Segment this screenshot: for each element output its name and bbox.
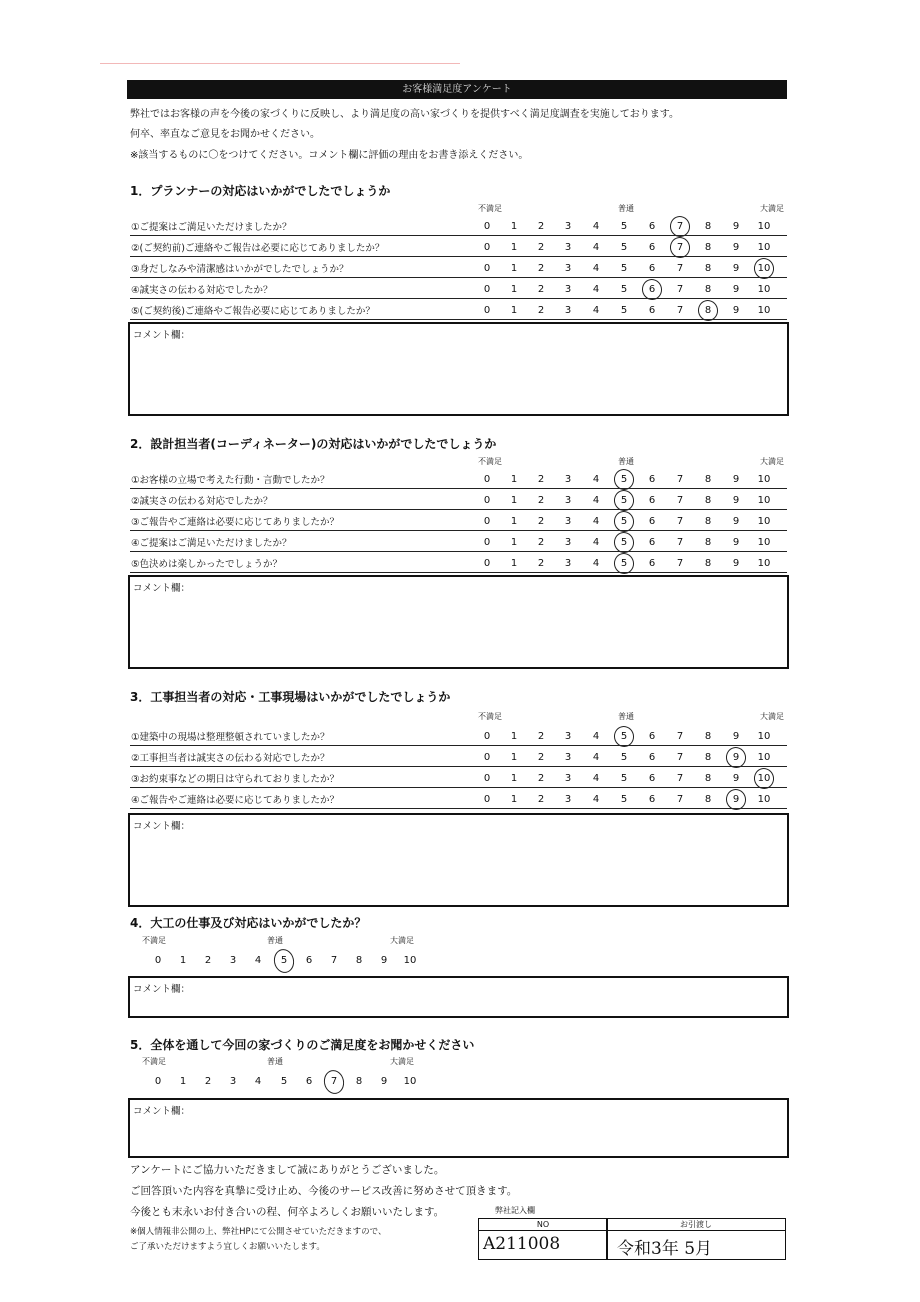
rating-option[interactable]: 2 [537, 537, 545, 548]
question-row [130, 215, 787, 236]
rating-option[interactable]: 1 [510, 495, 518, 506]
rating-option[interactable]: 6 [648, 221, 656, 232]
rating-option[interactable]: 7 [676, 537, 684, 548]
question-text: ⑤(ご契約後)ご連絡やご報告必要に応じてありましたか？ [131, 306, 375, 317]
rating-option[interactable]: 8 [704, 537, 712, 548]
rating-option[interactable]: 0 [483, 263, 491, 274]
rating-option[interactable]: 6 [648, 537, 656, 548]
rating-option[interactable]: 4 [592, 773, 600, 784]
rating-option[interactable]: 1 [179, 1076, 187, 1087]
rating-option[interactable]: 5 [620, 731, 628, 742]
question-text: ③お約束事などの期日は守られておりましたか？ [131, 774, 340, 785]
rating-option[interactable]: 4 [592, 221, 600, 232]
rating-option[interactable]: 4 [592, 537, 600, 548]
rating-option[interactable]: 9 [380, 1076, 388, 1087]
closing-line-3: 今後とも末永いお付き合いの程、何卒よろしくお願いいたします。 [130, 1206, 445, 1218]
rating-option[interactable]: 7 [676, 495, 684, 506]
rating-option[interactable]: 10 [757, 495, 771, 506]
section-2-title: 2．設計担当者(コーディネーター)の対応はいかがでしたでしょうか [130, 437, 497, 451]
section-4-title: 4．大工の仕事及び対応はいかがでしたか？ [130, 916, 367, 930]
rating-option[interactable]: 0 [483, 558, 491, 569]
question-text: ④ご提案はご満足いただけましたか？ [131, 538, 292, 549]
intro-line-3: ※該当するものに〇をつけてください。コメント欄に評価の理由をお書き添えください。 [130, 150, 529, 161]
rating-option[interactable]: 10 [757, 242, 771, 253]
rating-option[interactable]: 10 [757, 263, 771, 274]
rating-option[interactable]: 8 [704, 474, 712, 485]
question-row [130, 489, 787, 510]
question-row [130, 510, 787, 531]
intro-line-1: 弊社ではお客様の声を今後の家づくりに反映し、より満足度の高い家づくりを提供すべく満足度調査を実施しております。 [130, 109, 679, 120]
rating-option[interactable]: 8 [704, 495, 712, 506]
rating-option[interactable]: 6 [648, 731, 656, 742]
rating-option[interactable]: 7 [330, 1076, 338, 1087]
rating-option[interactable]: 3 [564, 242, 572, 253]
rating-option[interactable]: 8 [704, 221, 712, 232]
rating-option[interactable]: 2 [537, 474, 545, 485]
section-5-title: 5．全体を通して今回の家づくりのご満足度をお聞かせください [130, 1038, 475, 1052]
rating-option[interactable]: 2 [537, 495, 545, 506]
rating-option[interactable]: 1 [179, 955, 187, 966]
rating-option[interactable]: 5 [620, 537, 628, 548]
scale-high-label: 大満足 [390, 936, 414, 945]
comment-box-5[interactable] [128, 1098, 789, 1158]
rating-option[interactable]: 9 [732, 474, 740, 485]
rating-option[interactable]: 7 [676, 242, 684, 253]
rating-option[interactable]: 9 [732, 731, 740, 742]
rating-option[interactable]: 10 [757, 731, 771, 742]
rating-option[interactable]: 1 [510, 752, 518, 763]
comment-label: コメント欄： [133, 984, 191, 995]
question-text: ②誠実さの伝わる対応でしたか？ [131, 496, 273, 507]
rating-option[interactable]: 1 [510, 516, 518, 527]
no-value: A211008 [483, 1234, 561, 1254]
intro-line-2: 何卒、率直なご意見をお聞かせください。 [130, 129, 320, 140]
comment-box-2[interactable] [128, 575, 789, 669]
scale-mid-label: 普通 [618, 712, 634, 721]
rating-option[interactable]: 2 [537, 305, 545, 316]
question-text: ①ご提案はご満足いただけましたか？ [131, 222, 292, 233]
rating-option[interactable]: 7 [676, 305, 684, 316]
question-text: ③身だしなみや清潔感はいかがでしたでしょうか？ [131, 264, 349, 275]
rating-option[interactable]: 10 [757, 752, 771, 763]
rating-option[interactable]: 5 [620, 221, 628, 232]
scale-mid-label: 普通 [618, 204, 634, 213]
scale-low-label: 不満足 [142, 936, 166, 945]
rating-option[interactable]: 2 [204, 955, 212, 966]
rating-option[interactable]: 8 [704, 752, 712, 763]
rating-option[interactable]: 0 [483, 474, 491, 485]
rating-option[interactable]: 10 [403, 1076, 417, 1087]
rating-option[interactable]: 9 [732, 794, 740, 805]
closing-line-2: ご回答頂いた内容を真摯に受け止め、今後のサービス改善に努めさせて頂きます。 [130, 1185, 518, 1197]
rating-option[interactable]: 2 [537, 242, 545, 253]
rating-option[interactable]: 0 [483, 794, 491, 805]
rating-option[interactable]: 5 [620, 495, 628, 506]
rating-option[interactable]: 1 [510, 305, 518, 316]
question-text: ⑤色決めは楽しかったでしょうか？ [131, 559, 283, 570]
rating-option[interactable]: 8 [704, 731, 712, 742]
rating-option[interactable]: 6 [648, 305, 656, 316]
rating-option[interactable]: 7 [676, 221, 684, 232]
office-use-table [478, 1218, 788, 1260]
rating-option[interactable]: 8 [704, 558, 712, 569]
rating-option[interactable]: 0 [483, 305, 491, 316]
rating-option[interactable]: 3 [564, 516, 572, 527]
rating-option[interactable]: 1 [510, 731, 518, 742]
rating-option[interactable]: 4 [592, 731, 600, 742]
rating-option[interactable]: 6 [648, 242, 656, 253]
rating-option[interactable]: 3 [564, 773, 572, 784]
rating-option[interactable]: 3 [564, 284, 572, 295]
rating-option[interactable]: 10 [757, 305, 771, 316]
rating-option[interactable]: 4 [592, 474, 600, 485]
question-text: ④ご報告やご連絡は必要に応じてありましたか？ [131, 795, 340, 806]
rating-option[interactable]: 1 [510, 773, 518, 784]
rating-option[interactable]: 0 [483, 284, 491, 295]
question-text: ②(ご契約前)ご連絡やご報告は必要に応じてありましたか？ [131, 243, 385, 254]
question-row [130, 788, 787, 809]
question-row [130, 767, 787, 788]
rating-option[interactable]: 3 [564, 263, 572, 274]
rating-option[interactable]: 4 [592, 263, 600, 274]
rating-option[interactable]: 4 [592, 558, 600, 569]
comment-box-1[interactable] [128, 322, 789, 416]
scale-low-label: 不満足 [478, 457, 502, 466]
comment-label: コメント欄： [133, 330, 191, 341]
selected-answer-circle [724, 787, 748, 812]
rating-option[interactable]: 4 [592, 284, 600, 295]
rating-option[interactable]: 8 [704, 263, 712, 274]
rating-option[interactable]: 1 [510, 474, 518, 485]
question-text: ④誠実さの伝わる対応でしたか？ [131, 285, 273, 296]
rating-option[interactable]: 0 [483, 752, 491, 763]
rating-option[interactable]: 8 [355, 955, 363, 966]
scale-low-label: 不満足 [478, 712, 502, 721]
rating-option[interactable]: 7 [676, 794, 684, 805]
rating-option[interactable]: 6 [305, 955, 313, 966]
scale-mid-label: 普通 [618, 457, 634, 466]
rating-option[interactable]: 9 [732, 773, 740, 784]
rating-option[interactable]: 0 [154, 955, 162, 966]
rating-option[interactable]: 2 [537, 558, 545, 569]
rating-option[interactable]: 7 [676, 284, 684, 295]
scale-low-label: 不満足 [142, 1057, 166, 1066]
scan-mark [100, 63, 460, 64]
rating-option[interactable]: 4 [592, 794, 600, 805]
rating-option[interactable]: 6 [648, 474, 656, 485]
no-value-cell [478, 1230, 608, 1260]
rating-option[interactable]: 9 [732, 284, 740, 295]
rating-option[interactable]: 1 [510, 263, 518, 274]
question-row [130, 468, 787, 489]
comment-label: コメント欄： [133, 1106, 191, 1117]
rating-option[interactable]: 9 [380, 955, 388, 966]
rating-option[interactable]: 6 [648, 558, 656, 569]
question-text: ①お客様の立場で考えた行動・言動でしたか？ [131, 475, 330, 486]
office-use-label: 弊社記入欄 [495, 1206, 535, 1215]
rating-option[interactable]: 2 [204, 1076, 212, 1087]
rating-option[interactable]: 0 [483, 537, 491, 548]
rating-option[interactable]: 7 [676, 773, 684, 784]
rating-option[interactable]: 2 [537, 794, 545, 805]
rating-option[interactable]: 1 [510, 284, 518, 295]
scale-high-label: 大満足 [760, 457, 784, 466]
rating-option[interactable]: 0 [483, 516, 491, 527]
rating-option[interactable]: 8 [355, 1076, 363, 1087]
rating-option[interactable]: 8 [704, 516, 712, 527]
comment-label: コメント欄： [133, 583, 191, 594]
rating-option[interactable]: 10 [757, 558, 771, 569]
handover-date-cell [606, 1230, 786, 1260]
rating-option[interactable]: 10 [757, 221, 771, 232]
rating-option[interactable]: 7 [676, 752, 684, 763]
rating-option[interactable]: 1 [510, 794, 518, 805]
no-header: NO [478, 1218, 608, 1231]
rating-option[interactable]: 5 [620, 242, 628, 253]
rating-option[interactable]: 2 [537, 773, 545, 784]
rating-option[interactable]: 4 [592, 516, 600, 527]
page-title: お客様満足度アンケート [127, 80, 787, 99]
rating-option[interactable]: 5 [620, 516, 628, 527]
rating-option[interactable]: 9 [732, 242, 740, 253]
rating-option[interactable]: 1 [510, 221, 518, 232]
rating-option[interactable]: 7 [676, 474, 684, 485]
rating-option[interactable]: 3 [564, 731, 572, 742]
rating-option[interactable]: 6 [648, 263, 656, 274]
rating-option[interactable]: 0 [483, 773, 491, 784]
scale-mid-label: 普通 [267, 1057, 283, 1066]
rating-option[interactable]: 5 [620, 263, 628, 274]
rating-option[interactable]: 4 [254, 955, 262, 966]
rating-option[interactable]: 7 [676, 263, 684, 274]
rating-option[interactable]: 8 [704, 773, 712, 784]
rating-option[interactable]: 5 [280, 955, 288, 966]
comment-label: コメント欄： [133, 821, 191, 832]
rating-option[interactable]: 5 [620, 305, 628, 316]
rating-option[interactable]: 3 [564, 558, 572, 569]
rating-option[interactable]: 8 [704, 794, 712, 805]
rating-option[interactable]: 9 [732, 752, 740, 763]
question-row [130, 746, 787, 767]
question-row [130, 278, 787, 299]
rating-option[interactable]: 2 [537, 263, 545, 274]
rating-option[interactable]: 4 [592, 305, 600, 316]
scale-mid-label: 普通 [267, 936, 283, 945]
rating-option[interactable]: 3 [229, 1076, 237, 1087]
rating-option[interactable]: 1 [510, 537, 518, 548]
rating-option[interactable]: 7 [676, 731, 684, 742]
rating-option[interactable]: 9 [732, 263, 740, 274]
question-row [130, 552, 787, 573]
handover-date: 令和3年 5月 [617, 1239, 713, 1259]
scale-high-label: 大満足 [390, 1057, 414, 1066]
rating-option[interactable]: 6 [648, 752, 656, 763]
question-row [130, 236, 787, 257]
rating-option[interactable]: 3 [564, 537, 572, 548]
rating-option[interactable]: 3 [564, 305, 572, 316]
rating-option[interactable]: 8 [704, 284, 712, 295]
rating-option[interactable]: 10 [757, 773, 771, 784]
rating-option[interactable]: 9 [732, 305, 740, 316]
rating-option[interactable]: 0 [154, 1076, 162, 1087]
section-3-title: 3．工事担当者の対応・工事現場はいかがでしたでしょうか [130, 690, 451, 704]
rating-option[interactable]: 2 [537, 516, 545, 527]
rating-option[interactable]: 8 [704, 305, 712, 316]
rating-option[interactable]: 6 [648, 773, 656, 784]
rating-option[interactable]: 10 [757, 794, 771, 805]
rating-option[interactable]: 3 [564, 752, 572, 763]
rating-option[interactable]: 2 [537, 284, 545, 295]
rating-option[interactable]: 5 [280, 1076, 288, 1087]
scale-high-label: 大満足 [760, 712, 784, 721]
rating-option[interactable]: 10 [757, 516, 771, 527]
rating-option[interactable]: 1 [510, 558, 518, 569]
comment-box-4[interactable] [128, 976, 789, 1018]
rating-option[interactable]: 2 [537, 752, 545, 763]
rating-option[interactable]: 5 [620, 773, 628, 784]
selected-answer-circle [612, 551, 636, 576]
rating-option[interactable]: 8 [704, 242, 712, 253]
rating-option[interactable]: 9 [732, 516, 740, 527]
rating-option[interactable]: 3 [564, 474, 572, 485]
rating-option[interactable]: 6 [648, 516, 656, 527]
rating-option[interactable]: 10 [757, 537, 771, 548]
rating-option[interactable]: 2 [537, 221, 545, 232]
rating-option[interactable]: 4 [592, 242, 600, 253]
rating-option[interactable]: 7 [676, 558, 684, 569]
rating-option[interactable]: 6 [648, 495, 656, 506]
rating-option[interactable]: 4 [592, 495, 600, 506]
rating-option[interactable]: 5 [620, 284, 628, 295]
section-1-title: 1．プランナーの対応はいかがでしたでしょうか [130, 184, 391, 198]
question-text: ③ご報告やご連絡は必要に応じてありましたか？ [131, 517, 340, 528]
rating-option[interactable]: 5 [620, 558, 628, 569]
scale-low-label: 不満足 [478, 204, 502, 213]
question-text: ①建築中の現場は整理整頓されていましたか？ [131, 732, 330, 743]
selected-answer-circle [272, 947, 297, 975]
scale-high-label: 大満足 [760, 204, 784, 213]
rating-option[interactable]: 5 [620, 474, 628, 485]
rating-option[interactable]: 9 [732, 558, 740, 569]
rating-option[interactable]: 3 [564, 794, 572, 805]
question-text: ②工事担当者は誠実さの伝わる対応でしたか？ [131, 753, 330, 764]
rating-option[interactable]: 7 [676, 516, 684, 527]
rating-option[interactable]: 7 [330, 955, 338, 966]
rating-option[interactable]: 4 [254, 1076, 262, 1087]
rating-option[interactable]: 3 [229, 955, 237, 966]
rating-option[interactable]: 10 [403, 955, 417, 966]
rating-option[interactable]: 5 [620, 794, 628, 805]
privacy-note-1: ※個人情報非公開の上、弊社HPにて公開させていただきますので、 [130, 1227, 387, 1237]
rating-option[interactable]: 0 [483, 221, 491, 232]
rating-option[interactable]: 3 [564, 495, 572, 506]
closing-line-1: アンケートにご協力いただきまして誠にありがとうございました。 [130, 1164, 445, 1176]
selected-answer-circle [696, 298, 720, 323]
rating-option[interactable]: 5 [620, 752, 628, 763]
comment-box-3[interactable] [128, 813, 789, 907]
rating-option[interactable]: 10 [757, 474, 771, 485]
privacy-note-2: ご了承いただけますよう宜しくお願いいたします。 [130, 1242, 325, 1252]
rating-option[interactable]: 9 [732, 495, 740, 506]
rating-option[interactable]: 1 [510, 242, 518, 253]
question-row [130, 257, 787, 278]
question-row [130, 531, 787, 552]
rating-option[interactable]: 6 [305, 1076, 313, 1087]
question-row [130, 299, 787, 320]
rating-option[interactable]: 4 [592, 752, 600, 763]
question-row [130, 725, 787, 746]
rating-option[interactable]: 3 [564, 221, 572, 232]
selected-answer-circle [322, 1068, 347, 1096]
rating-option[interactable]: 2 [537, 731, 545, 742]
rating-option[interactable]: 0 [483, 495, 491, 506]
handover-header: お引渡し [606, 1218, 786, 1231]
rating-option[interactable]: 0 [483, 731, 491, 742]
rating-option[interactable]: 6 [648, 794, 656, 805]
rating-option[interactable]: 9 [732, 537, 740, 548]
rating-option[interactable]: 9 [732, 221, 740, 232]
rating-option[interactable]: 0 [483, 242, 491, 253]
rating-option[interactable]: 10 [757, 284, 771, 295]
rating-option[interactable]: 6 [648, 284, 656, 295]
